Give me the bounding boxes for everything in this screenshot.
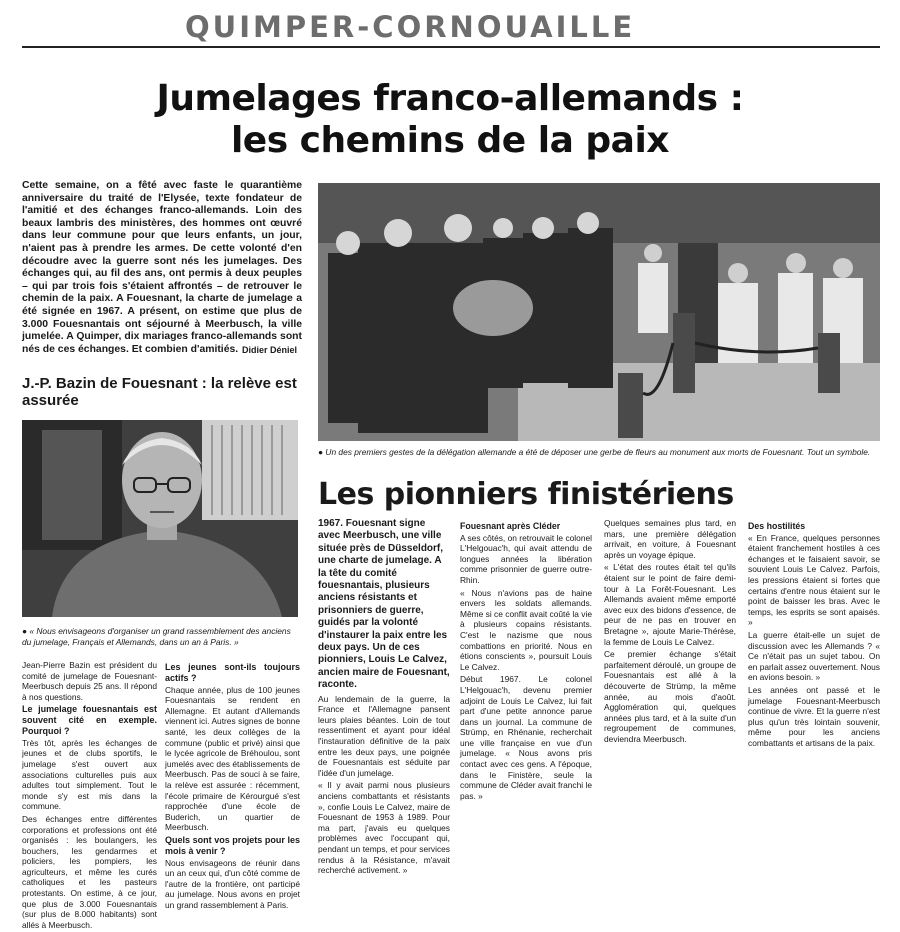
bazin-answer-1b: Des échanges entre différentes corporations et professions ont été organisés : les boulangers, les bouchers, les gendarmes et policiers, les pompiers, les agriculteurs, et même les curés catholiques et les pasteurs protestants. On estime, à ce jour, que plus de 3.000 Fouesnantais (sur plus de 8.000 habitants) sont allés à Meerbusch. — [22, 813, 157, 930]
bazin-question-3: Quels sont vos projets pour les mois à venir ? — [165, 834, 300, 856]
pioneers-column-4 — [748, 518, 880, 750]
pioneers-paragraph-4: « Nous n'avions pas de haine envers les soldats allemands. Même si ce conflit avait coûté la vie à plusieurs copains résistants. C'est le nazisme que nous combattions en priorité. Nous en étions conscients », poursuit Louis Le Calvez. — [460, 587, 592, 672]
pioneers-heading-2: Des hostilités — [748, 521, 806, 531]
pioneers-column-3 — [604, 518, 736, 746]
bazin-question-1: Le jumelage fouesnantais est souvent cité en exemple. Pourquoi ? — [22, 704, 157, 736]
pioneers-intro: 1967. Fouesnant signe avec Meerbusch, une ville située près de Düsseldorf, une charte de jumelage. A la tête du comité fouesnantais, plusieurs anciens résistants et prisonniers de guerre, guidés par la volonté d'instaurer la paix entre les deux pays. Un de ces pionniers, Louis Le Calvez, ancien maire de Fouesnant, raconte. — [318, 518, 450, 691]
bazin-column-2 — [165, 660, 300, 912]
sub-headline: J.-P. Bazin de Fouesnant : la relève est assurée — [22, 375, 297, 409]
pioneers-paragraph-9: « En France, quelques personnes étaient franchement hostiles à ces échanges et le faisaient savoir, se souvient Louis Le Calvez. Parfois, les pressions étaient si fortes que certains d'entre nous étaient sur le point de baisser les bras. Avec le temps, les esprits se sont apaisés. » — [748, 532, 880, 628]
pioneers-heading-1: Fouesnant après Cléder — [460, 521, 561, 531]
bullet-icon: ● — [22, 626, 28, 636]
bazin-answer-2: Chaque année, plus de 100 jeunes Fouesnantais se rendent en Allemagne. Et autant d'Allemands viennent ici. Autres signes de bonne santé, les deux collèges de la commune (public et privé) ainsi que le lycée agricole de Bréhoulou, sont jumelés avec des établissements de Meerbusch. Pas de souci à se faire, la relève est assurée : récemment, l'école primaire de Kérourgué s'est rapprochée d'une école de Buderich, un quartier de Meerbusch. — [165, 684, 300, 833]
header-rule — [22, 46, 880, 48]
bazin-answer-1: Très tôt, après les échanges de jeunes et de clubs sportifs, le jumelage s'est ouvert aux associations culturelles puis aux adultes tout simplement. Tout le monde s'y est mis dans la commune. — [22, 737, 157, 812]
author-signature: Didier Déniel — [241, 345, 297, 355]
bazin-intro: Jean-Pierre Bazin est président du comité de jumelage de Fouesnant-Meerbusch depuis 25 ans. Il répond à nos questions. — [22, 660, 157, 702]
ceremony-caption-text: Un des premiers gestes de la délégation allemande a été de déposer une gerbe de fleurs au monument aux morts de Fouesnant. Tout un symbole. — [325, 447, 871, 457]
main-headline — [60, 78, 840, 162]
pioneers-paragraph-5: Début 1967. Le colonel L'Helgouac'h, devenu premier adjoint de Louis Le Calvez, lui fait part d'une petite annonce parue dans un journal. La commune de Strümp, en Rhénanie, recherchait une ville française en vue d'un jumelage. « Nous avons pris contact avec ces gens. A l'époque, dans le Finistère, seule la commune de Cléder avait franchi le pas. » — [460, 674, 592, 801]
pioneers-paragraph-11: Les années ont passé et le jumelage Fouesnant-Meerbusch continue de vivre. Et la guerre n'est plus qu'un très lointain souvenir, même pour les anciens combattants et artisans de la paix. — [748, 684, 880, 748]
pioneers-paragraph-3: A ses côtés, on retrouvait le colonel L'Helgouac'h, qui avait attendu de longues années la libération comme prisonnier de guerre outre-Rhin. — [460, 532, 592, 585]
pioneers-column-2 — [460, 518, 592, 803]
secondary-headline: Les pionniers finistériens — [318, 477, 734, 512]
pioneers-paragraph-8: Ce premier échange s'était parfaitement déroulé, un groupe de Fouesnantais est allé à la découverte de Strümp, la même année, au mois d'août. Agglomération qui, quelques années plus tard, et à la suite d'un regroupement de communes, deviendra Meerbusch. — [604, 649, 736, 744]
lead-paragraph: Cette semaine, on a fêté avec faste le quarantième anniversaire du traité de l'Elysée, texte fondateur de l'amitié et des échanges franco-allemands. Loin des beaux lambris des ministères, des hommes ont œuvré dans leur commune pour que leurs enfants, un jour, n'aient pas à prendre les armes. De cette volonté d'en découdre avec la guerre sont nés les jumelages. Des échanges qui, au fil des ans, ont permis à deux peuples – qui par trois fois s'étaient affrontés – de retrouver le chemin de la paix. A Fouesnant, la charte de jumelage a été signée en 1967. A présent, on estime que plus de 3.000 Fouesnantais ont séjourné à Meerbusch, la ville jumelée. A Quimper, dix mariages franco-allemands sont nés de ces échanges. Et combien d'amitiés. — [22, 180, 302, 355]
bazin-column-1 — [22, 660, 157, 932]
pioneers-paragraph-1: Au lendemain de la guerre, la France et l'Allemagne pansent leurs plaies béantes. Loin de tout ressentiment et ayant pour idéal l'instauration définitive de la paix entre les deux pays, une poignée de Fouesnantais est séduite par l'idée d'un jumelage. — [318, 693, 450, 778]
pioneers-paragraph-2: « Il y avait parmi nous plusieurs anciens combattants et résistants », confie Louis Le Calvez, maire de Fouesnant de 1953 à 1989. Pour ma part, j'avais eu quelques problèmes avec l'occupant qui, pendant un temps, et pour services rendus à la Résistance, m'avait recherché activement. » — [318, 780, 450, 876]
pioneers-paragraph-7: « L'état des routes était tel qu'ils étaient sur le point de faire demi-tour à La Forêt-Fouesnant. Les Allemands avaient même emporté avec eux des bidons d'essence, de peur de ne pas en trouver en Bretagne », ajoute Marie-Thérèse, la femme de Louis Le Calvez. — [604, 562, 736, 647]
portrait-caption — [22, 626, 298, 647]
portrait-photo — [22, 420, 298, 617]
portrait-caption-text: « Nous envisageons d'organiser un grand rassemblement des anciens du jumelage, Français et Allemands, dans un an à Paris. » — [22, 626, 291, 647]
bazin-answer-3: Nous envisageons de réunir dans un an ceux qui, d'un côté comme de l'autre de la frontière, ont participé au jumelage. Nous avons en projet un grand rassemblement à Paris. — [165, 857, 300, 910]
headline-line-2: les chemins de la paix — [230, 120, 670, 161]
bullet-icon: ● — [318, 447, 324, 457]
pioneers-paragraph-6: Quelques semaines plus tard, en mars, une première délégation arrivait, en voiture, à Fouesnant après un voyage épique. — [604, 518, 736, 560]
ceremony-photo — [318, 183, 880, 441]
headline-line-1: Jumelages franco-allemands : — [156, 78, 744, 119]
ceremony-caption — [318, 447, 878, 457]
pioneers-paragraph-10: La guerre était-elle un sujet de discussion avec les Allemands ? « Ce n'était pas un sujet tabou. On en parlait assez ouvertement. Nous en avions besoin. » — [748, 629, 880, 683]
bazin-question-2: Les jeunes sont-ils toujours actifs ? — [165, 662, 300, 683]
pioneers-column-1 — [318, 518, 450, 878]
section-title: QUIMPER-CORNOUAILLE — [185, 10, 636, 44]
